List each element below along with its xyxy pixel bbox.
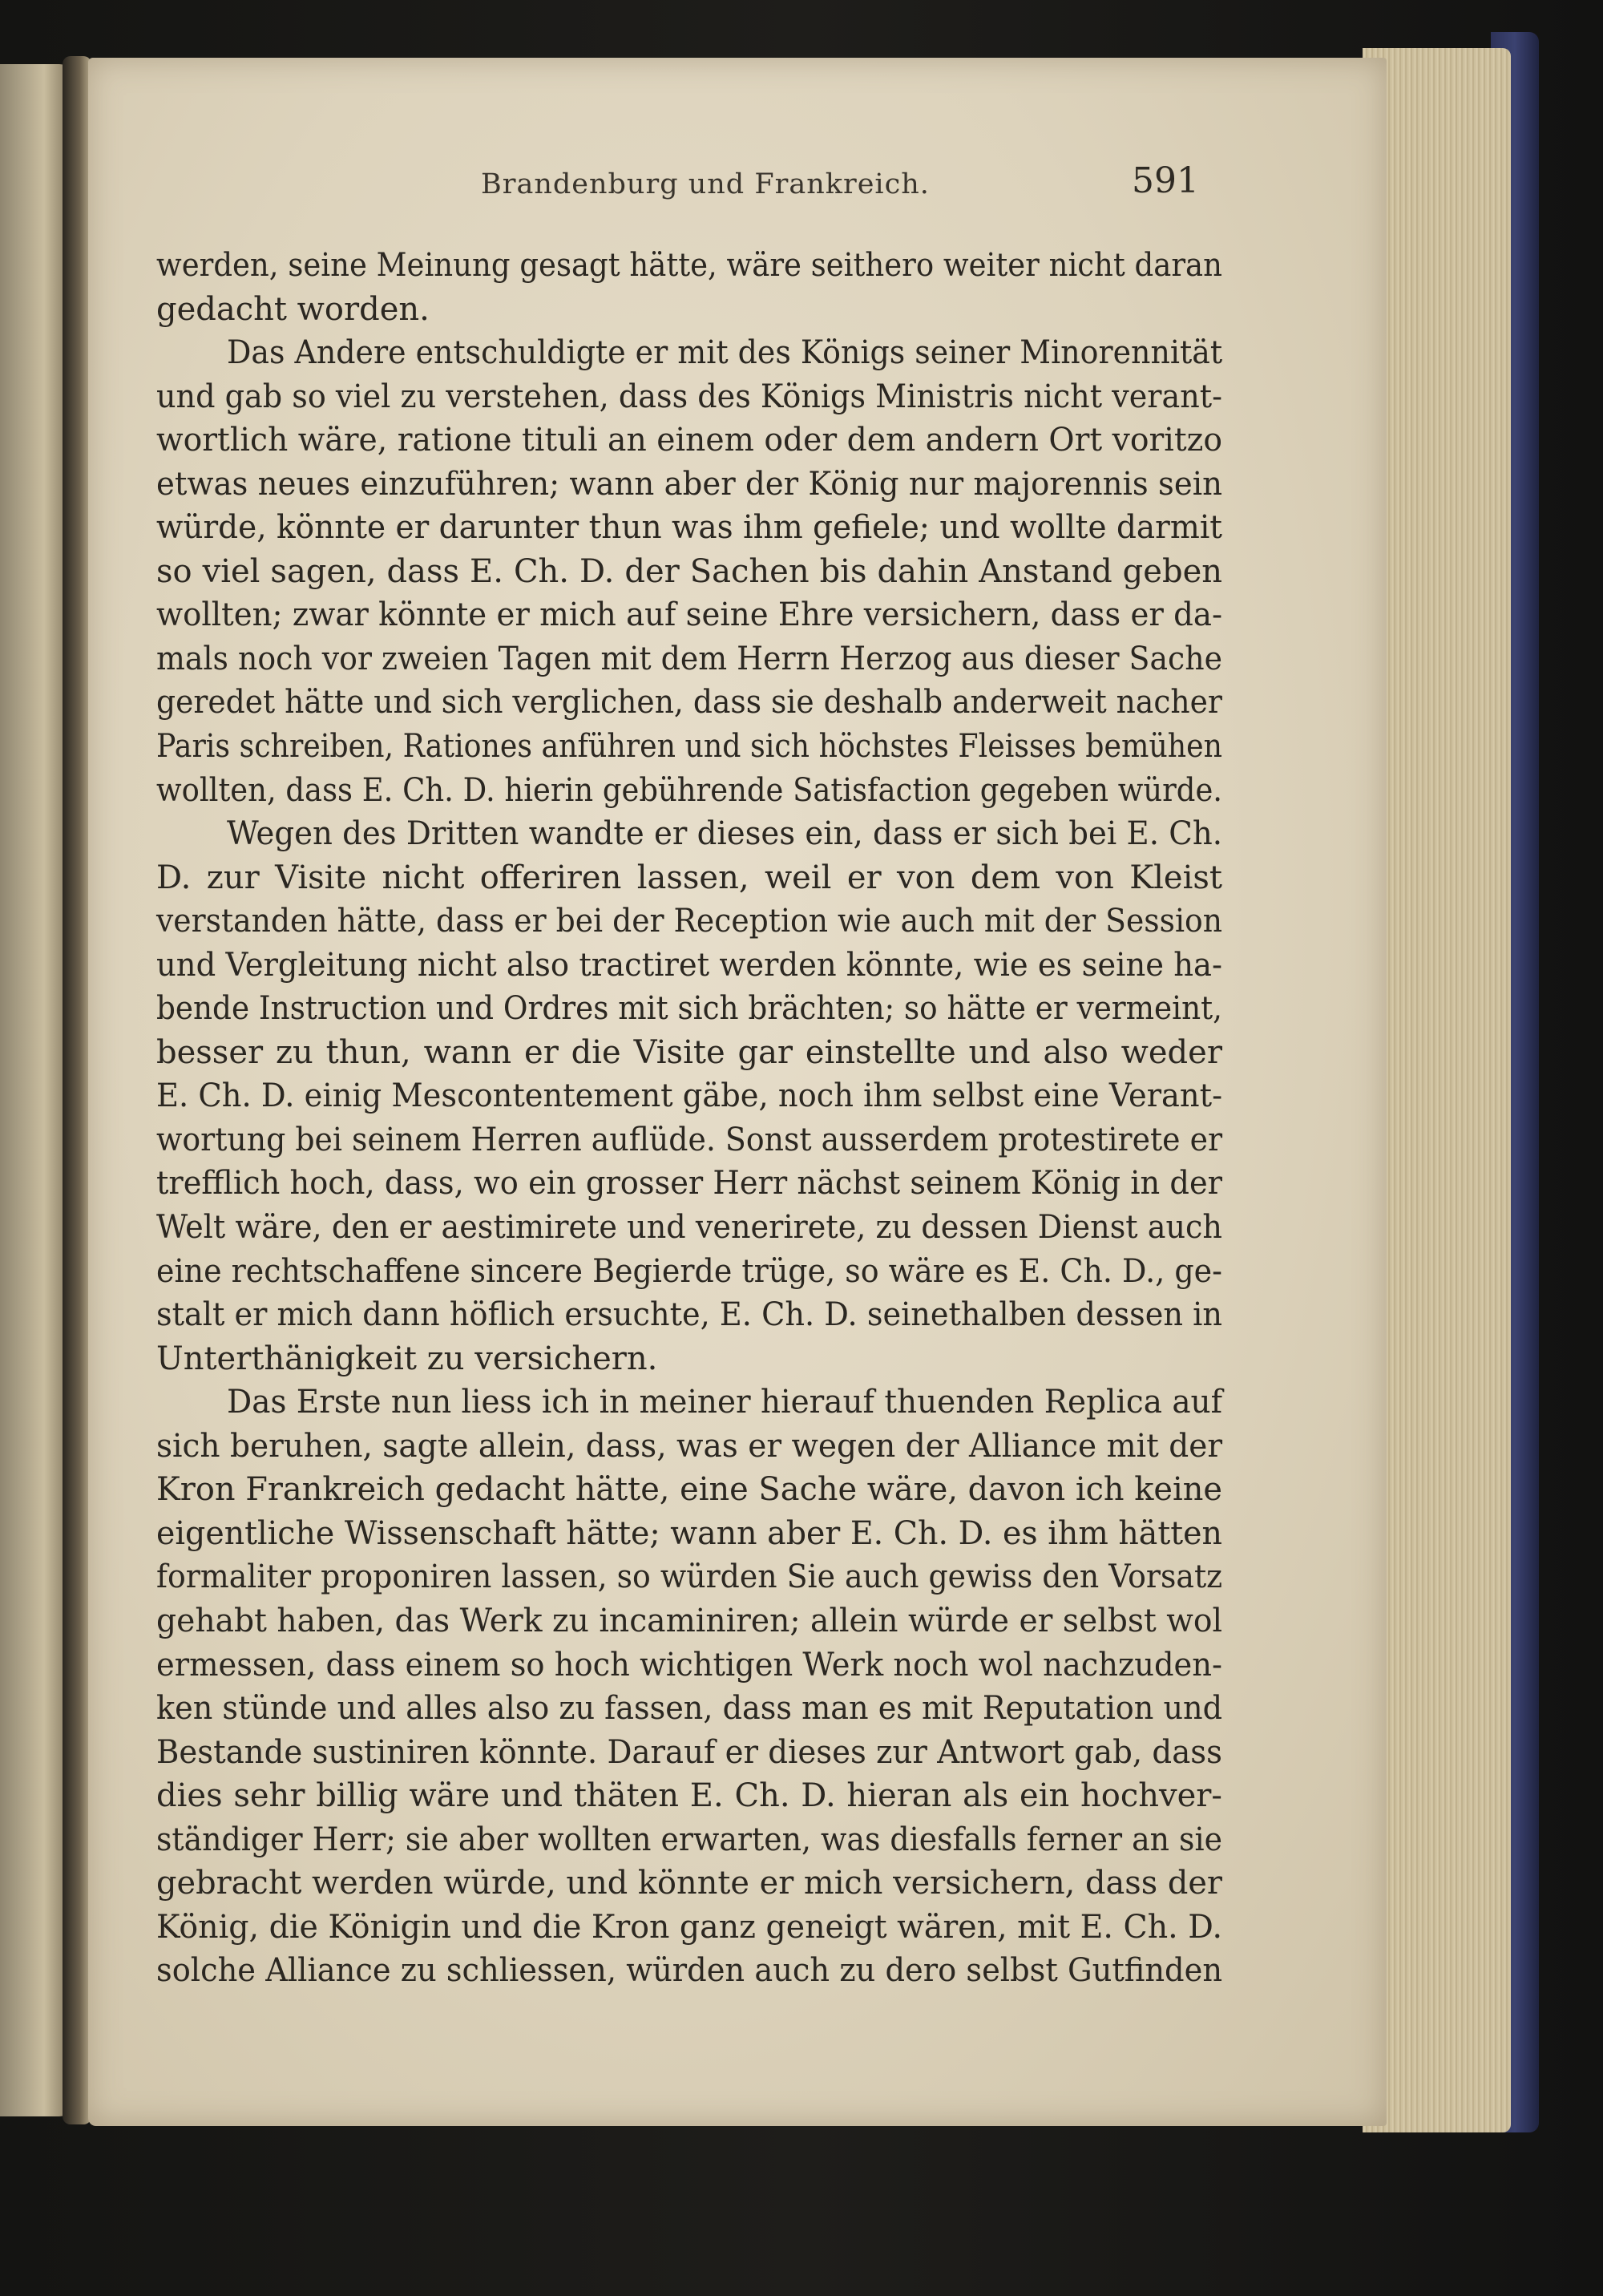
book-gutter — [63, 56, 91, 2124]
text-line: Wegen des Dritten wandte er dieses ein, dass er sich bei E. Ch. — [227, 815, 1222, 853]
text-line: wollten, dass E. Ch. D. hierin gebührende Satisfaction gegeben würde. — [156, 771, 1223, 809]
text-line: würde, könnte er darunter thun was ihm gefiele; und wollte darmit — [156, 509, 1222, 547]
running-head: Brandenburg und Frankreich. — [481, 168, 930, 200]
text-line: Welt wäre, den er aestimirete und venerirete, zu dessen Dienst auch — [156, 1209, 1222, 1247]
text-line: wollten; zwar könnte er mich auf seine Ehre versichern, dass er da- — [156, 596, 1223, 634]
text-line: und gab so viel zu verstehen, dass des Königs Ministris nicht verant- — [156, 378, 1222, 415]
text-line: ständiger Herr; sie aber wollten erwarten, was diesfalls ferner an sie — [156, 1821, 1222, 1858]
text-line: ken stünde und alles also zu fassen, dass man es mit Reputation und — [156, 1690, 1223, 1728]
text-line: gehabt haben, das Werk zu incaminiren; allein würde er selbst wol — [156, 1602, 1223, 1639]
text-line: bende Instruction und Ordres mit sich brächten; so hätte er vermeint, — [156, 990, 1223, 1028]
text-line: eigentliche Wissenschaft hätte; wann aber E. Ch. D. es ihm hätten — [156, 1514, 1222, 1552]
text-line: dies sehr billig wäre und thäten E. Ch. D. hieran als ein hochver- — [156, 1777, 1222, 1815]
text-line: geredet hätte und sich verglichen, dass sie deshalb anderweit nacher — [156, 684, 1222, 722]
text-line: mals noch vor zweien Tagen mit dem Herrn Herzog aus dieser Sache — [156, 640, 1222, 677]
text-line: Unterthänigkeit zu versichern. — [156, 1340, 658, 1377]
text-line: Paris schreiben, Rationes anführen und sich höchstes Fleisses bemühen — [156, 728, 1223, 766]
text-line: formaliter proponiren lassen, so würden Sie auch gewiss den Vorsatz — [156, 1558, 1223, 1596]
text-line: wortlich wäre, ratione tituli an einem oder dem andern Ort voritzo — [156, 422, 1222, 459]
text-line: sich beruhen, sagte allein, dass, was er wegen der Alliance mit der — [156, 1427, 1223, 1465]
text-line: ermessen, dass einem so hoch wichtigen Werk noch wol nachzuden- — [156, 1646, 1222, 1684]
text-line: wortung bei seinem Herren auflüde. Sonst ausserdem protestirete er — [156, 1121, 1223, 1158]
text-line: verstanden hätte, dass er bei der Reception wie auch mit der Session — [156, 903, 1223, 940]
text-line: werden, seine Meinung gesagt hätte, wäre seithero weiter nicht daran — [156, 247, 1222, 284]
text-line: solche Alliance zu schliessen, würden auch zu dero selbst Gutfinden — [156, 1952, 1223, 1990]
text-line: E. Ch. D. einig Mescontentement gäbe, noch ihm selbst eine Verant- — [156, 1077, 1223, 1115]
text-line: trefflich hoch, dass, wo ein grosser Herr nächst seinem König in der — [156, 1165, 1222, 1203]
text-line: König, die Königin und die Kron ganz geneigt wären, mit E. Ch. D. — [156, 1908, 1222, 1946]
text-line: besser zu thun, wann er die Visite gar einstellte und also weder — [156, 1033, 1222, 1071]
body-text — [156, 244, 1222, 1993]
text-line: gebracht werden würde, und könnte er mich versichern, dass der — [156, 1865, 1222, 1902]
text-line: gedacht worden. — [156, 290, 430, 328]
text-line: und Vergleitung nicht also tractiret werden könnte, wie es seine ha- — [156, 946, 1223, 984]
text-line: Kron Frankreich gedacht hätte, eine Sache wäre, davon ich keine — [156, 1471, 1223, 1509]
text-line: so viel sagen, dass E. Ch. D. der Sachen bis dahin Anstand geben — [156, 552, 1222, 590]
text-line: D. zur Visite nicht offeriren lassen, weil er von dem von Kleist — [156, 859, 1222, 896]
text-line: etwas neues einzuführen; wann aber der König nur majorennis sein — [156, 465, 1222, 503]
text-line: eine rechtschaffene sincere Begierde trüge, so wäre es E. Ch. D., ge- — [156, 1252, 1222, 1290]
text-line: Das Andere entschuldigte er mit des Königs seiner Minorennität — [227, 334, 1223, 372]
page-number: 591 — [1132, 160, 1199, 201]
text-line: Das Erste nun liess ich in meiner hierauf thuenden Replica auf — [227, 1384, 1223, 1421]
text-line: stalt er mich dann höflich ersuchte, E. Ch. D. seinethalben dessen in — [156, 1296, 1222, 1334]
text-line: Bestande sustiniren könnte. Darauf er dieses zur Antwort gab, dass — [156, 1733, 1222, 1771]
